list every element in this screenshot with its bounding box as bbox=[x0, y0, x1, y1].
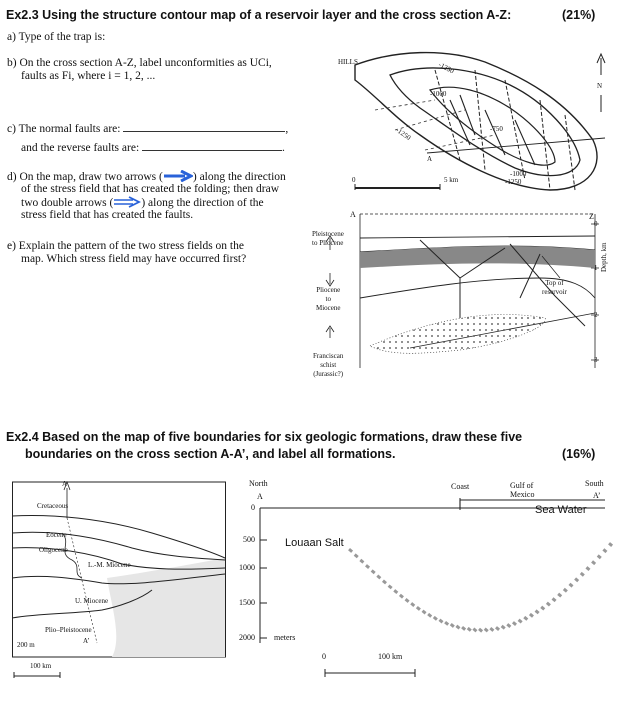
pleistocene-label: Pleistocene to Pliocene bbox=[312, 230, 344, 247]
salt-dash bbox=[478, 628, 483, 633]
salt-dash bbox=[359, 559, 364, 564]
question-c-normal-label: c) The normal faults are: bbox=[7, 123, 121, 135]
salt-dash bbox=[354, 553, 359, 558]
depth-tick-0: 0 bbox=[594, 220, 598, 228]
salt-dash bbox=[348, 548, 353, 553]
salt-dash bbox=[552, 597, 557, 602]
question-d-line2: of the stress field that has created the folding; then draw bbox=[21, 183, 280, 195]
eocene-label: Eocene bbox=[46, 531, 67, 539]
section-point-a: A bbox=[350, 210, 356, 219]
structure-contour-map bbox=[335, 40, 615, 205]
pliocene-label: Pliocene to Miocene bbox=[316, 286, 341, 312]
depth-500: 500 bbox=[243, 535, 255, 544]
question-a: a) Type of the trap is: bbox=[7, 31, 106, 43]
question-b-line1: b) On the cross section A-Z, label unconformities as UCi, bbox=[7, 57, 272, 69]
salt-dash bbox=[546, 602, 551, 607]
salt-dash bbox=[585, 566, 590, 571]
depth-axis-label: Depth, km bbox=[600, 242, 608, 272]
salt-dash bbox=[484, 628, 489, 633]
question-e-line2: map. Which stress field may have occurred first? bbox=[21, 253, 247, 265]
contour-label-750: -750 bbox=[490, 125, 503, 133]
contour-label-1000: -1000 bbox=[430, 90, 447, 98]
contour-label-1250-right: -1250 bbox=[505, 178, 522, 186]
question-b-line2: faults as Fi, where i = 1, 2, ... bbox=[21, 70, 156, 82]
salt-dash bbox=[501, 625, 506, 630]
louann-salt-label: Louaan Salt bbox=[285, 537, 344, 549]
salt-dash bbox=[557, 593, 562, 598]
salt-dash bbox=[376, 575, 381, 580]
salt-dash bbox=[512, 621, 517, 626]
depth-0: 0 bbox=[251, 503, 255, 512]
salt-dash bbox=[433, 616, 438, 621]
map-point-a: A bbox=[427, 155, 433, 163]
salt-dash bbox=[444, 621, 449, 626]
contour-label-1250-top: -1250 bbox=[437, 60, 456, 76]
salt-dash bbox=[399, 594, 404, 599]
salt-dash bbox=[410, 602, 415, 607]
salt-dash bbox=[518, 619, 523, 624]
salt-dash bbox=[602, 548, 607, 553]
salt-dash bbox=[467, 627, 472, 632]
depth-1000: 1000 bbox=[239, 563, 255, 572]
salt-dash bbox=[535, 609, 540, 614]
double-arrow-icon bbox=[113, 196, 141, 208]
salt-dash bbox=[540, 606, 545, 611]
scale-0: 0 bbox=[322, 652, 326, 661]
salt-dash bbox=[461, 626, 466, 631]
section-north-label: North bbox=[249, 479, 268, 488]
u-miocene-label: U. Miocene bbox=[75, 597, 109, 605]
blue-arrow-icon bbox=[163, 170, 193, 182]
map-scale-end: 5 km bbox=[444, 176, 459, 184]
gulf-of-mexico-label: Gulf of Mexico bbox=[510, 481, 535, 499]
question-d-text-a: d) On the map, draw two arrows ( bbox=[7, 171, 163, 183]
depth-1500: 1500 bbox=[239, 598, 255, 607]
question-d-text-d: ) along the direction of the bbox=[141, 197, 264, 209]
salt-dash bbox=[393, 589, 398, 594]
salt-dash bbox=[591, 560, 596, 565]
question-d-line1 bbox=[7, 170, 286, 184]
top-of-reservoir-label: Top of reservoir bbox=[542, 279, 567, 296]
oligocene-label: Oligocene bbox=[39, 546, 68, 554]
map-100km-label: 100 km bbox=[30, 662, 52, 670]
contour-label-1250-left: -1250 bbox=[394, 126, 413, 142]
salt-dash bbox=[455, 625, 460, 630]
question-c-line2: and the reverse faults are: . bbox=[21, 142, 285, 154]
salt-dash bbox=[495, 626, 500, 631]
salt-dash bbox=[388, 584, 393, 589]
salt-dash bbox=[574, 577, 579, 582]
section-south-label: South bbox=[585, 479, 604, 488]
contour-label-1000-right: -1000 bbox=[510, 170, 527, 178]
question-c-line1: c) The normal faults are: , bbox=[7, 123, 289, 135]
ex23-title: Ex2.3 Using the structure contour map of a reservoir layer and the cross section A-Z: bbox=[6, 8, 512, 22]
depth-tick-3: 3 bbox=[594, 356, 598, 364]
salt-dash bbox=[580, 572, 585, 577]
salt-dash bbox=[382, 580, 387, 585]
salt-dash bbox=[523, 616, 528, 621]
map-a-label: A bbox=[62, 480, 68, 488]
ex23-points: (21%) bbox=[562, 8, 596, 22]
salt-dash bbox=[506, 623, 511, 628]
ex24-points: (16%) bbox=[562, 447, 596, 461]
plio-pleistocene-label: Plio–Pleistocene bbox=[45, 626, 92, 634]
cross-section-a-z bbox=[310, 208, 615, 393]
salt-dash bbox=[365, 564, 370, 569]
section-a-label: A bbox=[257, 492, 263, 501]
depth-tick-2: 2 bbox=[594, 311, 598, 319]
question-d-line3 bbox=[21, 196, 264, 210]
question-c-reverse-label: and the reverse faults are: bbox=[21, 142, 140, 154]
question-d-text-c: two double arrows ( bbox=[21, 197, 114, 209]
coast-label: Coast bbox=[451, 482, 470, 491]
depth-units-meters: meters bbox=[274, 633, 296, 642]
map-hills-label: HILLS bbox=[338, 58, 358, 66]
map-a-prime-label: A’ bbox=[83, 637, 90, 645]
north-label: N bbox=[597, 82, 603, 90]
salt-dash bbox=[450, 623, 455, 628]
louann-salt-dashes bbox=[348, 542, 613, 633]
reverse-faults-answer-blank[interactable] bbox=[142, 140, 282, 151]
salt-dash bbox=[439, 619, 444, 624]
salt-dash bbox=[529, 613, 534, 618]
salt-dash bbox=[597, 554, 602, 559]
section-a-prime-label: A’ bbox=[593, 491, 601, 500]
map-200m-label: 200 m bbox=[17, 641, 35, 649]
salt-dash bbox=[569, 583, 574, 588]
salt-dash bbox=[416, 606, 421, 611]
salt-dash bbox=[371, 569, 376, 574]
question-d-text-b: ) along the direction bbox=[192, 171, 286, 183]
salt-dash bbox=[405, 598, 410, 603]
ex24-title-line1: Ex2.4 Based on the map of five boundaries for six geologic formations, draw these five bbox=[6, 430, 523, 444]
franciscan-label: Franciscan schist (Jurassic?) bbox=[313, 352, 344, 378]
cretaceous-label: Cretaceous bbox=[37, 502, 69, 510]
depth-2000: 2000 bbox=[239, 633, 255, 642]
ex24-title-line2: boundaries on the cross section A-A’, and label all formations. bbox=[25, 447, 396, 461]
salt-dash bbox=[608, 542, 613, 547]
map-scale-start: 0 bbox=[352, 176, 356, 184]
salt-dash bbox=[472, 628, 477, 633]
question-d-line4: stress field that has created the faults. bbox=[21, 209, 194, 221]
depth-tick-1: 1 bbox=[594, 264, 598, 272]
section-point-z: Z bbox=[589, 212, 594, 221]
salt-dash bbox=[422, 610, 427, 615]
lm-miocene-label: L.-M. Miocene bbox=[88, 561, 131, 569]
salt-dash bbox=[427, 613, 432, 618]
normal-faults-answer-blank[interactable] bbox=[123, 121, 285, 132]
sea-water-label: Sea Water bbox=[535, 504, 587, 516]
salt-dash bbox=[489, 627, 494, 632]
question-e-line1: e) Explain the pattern of the two stress fields on the bbox=[7, 240, 244, 252]
scale-100km: 100 km bbox=[378, 652, 403, 661]
salt-dash bbox=[563, 588, 568, 593]
